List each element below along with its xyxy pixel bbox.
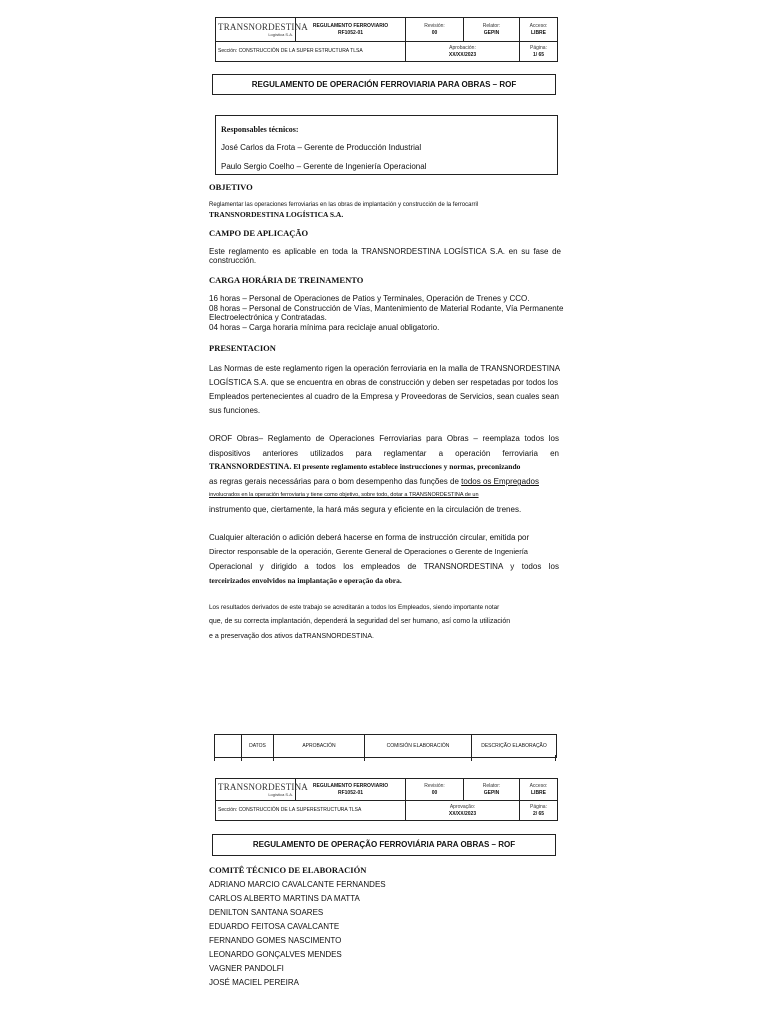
page-2-header (215, 778, 558, 821)
campo-text: Este reglamento es aplicable en toda la TRANSNORDESTINA LOGÍSTICA S.A. en su fase de construcción. (209, 247, 561, 265)
footer-col-descricao: DESCRIÇÃO ELABORAÇÃO (472, 735, 557, 758)
page-label: Página: (530, 44, 547, 51)
doc-code-2: RF1052-01 (337, 789, 363, 796)
pres-p2-line-4 (209, 477, 539, 486)
responsable-2: Paulo Sergio Coelho – Gerente de Ingeniería Operacional (221, 162, 427, 171)
access-value: LIBRE (531, 29, 546, 36)
comite-member: CARLOS ALBERTO MARTINS DA MATTA (209, 894, 360, 903)
pres-p2-line-3 (209, 462, 520, 471)
pres-p4-line-1: Los resultados derivados de este trabajo se acreditarán a todos los Empleados, siendo importante notar (209, 604, 500, 611)
comite-member: JOSÉ MACIEL PEREIRA (209, 978, 299, 987)
comite-member: EDUARDO FEITOSA CAVALCANTE (209, 922, 340, 931)
comite-member: DENILTON SANTANA SOARES (209, 908, 324, 917)
revision-label: Revisión: (424, 22, 445, 29)
page-2-title (212, 834, 556, 856)
pres-p1-line-3: Empleados pertenecientes al cuadro de la Empresa y Proveedoras de Servicios, sean cuales sean (209, 392, 559, 401)
pres-p2-line-4-underlined: todos os Empregados (461, 477, 539, 486)
company-logo (216, 18, 309, 42)
section-text: Sección: CONSTRUCCIÓN DE LA SUPER ESTRUCTURA TLSA (218, 48, 363, 54)
approval-cell (406, 42, 520, 62)
approval-cell-2 (406, 801, 520, 821)
pres-p2-line-3-bold: TRANSNORDESTINA. (209, 462, 292, 471)
comite-member: ADRIANO MARCIO CAVALCANTE FERNANDES (209, 880, 386, 889)
responsables-box (215, 115, 558, 175)
objetivo-heading: OBJETIVO (209, 182, 253, 192)
revision-cell-2 (406, 779, 464, 801)
pres-p3-line-1: Cualquier alteración o adición deberá hacerse en forma de instrucción circular, emitida por (209, 533, 530, 542)
revision-cell (406, 18, 464, 42)
comite-member: LEONARDO GONÇALVES MENDES (209, 950, 342, 959)
footer-table-continuation (214, 755, 556, 761)
approval-label-2: Aprovação: (449, 803, 476, 810)
pres-p3-line-2: Director responsable de la operación, Gerente General de Operaciones o Gerente de Ingeniería (209, 547, 528, 556)
revision-label-2: Revisión: (424, 782, 445, 789)
responsable-1: José Carlos da Frota – Gerente de Producción Industrial (221, 143, 422, 152)
pres-p4-line-3: e a preservação dos ativos daTRANSNORDESTINA. (209, 633, 374, 640)
section-cell-2 (216, 801, 406, 821)
comite-member: VAGNER PANDOLFI (209, 964, 284, 973)
pres-p4-line-2: que, de su correcta implantación, dependerá la seguridad del ser humano, así como la utilización (209, 618, 511, 625)
company-logo-2 (216, 779, 309, 801)
page-header (215, 17, 558, 62)
pres-p2-line-4-text: as regras gerais necessárias para o bom desempenho das funções de (209, 477, 462, 486)
pres-p1-line-2: LOGÍSTICA S.A. que se encuentra en obras de construcción y deben ser respetadas por todos los (209, 378, 559, 387)
logo-text-2: TRANSNORDESTINA (218, 781, 309, 792)
relator-label-2: Relator: (482, 782, 501, 789)
campo-heading: CAMPO DE APLICAÇÃO (209, 228, 309, 238)
responsables-title: Responsables técnicos: (221, 125, 299, 134)
access-cell (520, 18, 558, 42)
page-cell (520, 42, 558, 62)
carga-heading: CARGA HORÁRIA DE TREINAMENTO (209, 275, 364, 285)
comite-heading: COMITÊ TÉCNICO DE ELABORACIÓN (209, 865, 367, 875)
page-value-2: 2/ 65 (532, 810, 545, 817)
page-2-title-text: REGULAMENTO DE OPERAÇÃO FERROVIÁRIA PARA OBRAS – ROF (252, 840, 516, 849)
pres-p3-line-4: terceirizados envolvidos na implantação e operação da obra. (209, 576, 402, 585)
pres-p2-line-3-rest: El presente reglamento establece instrucciones y normas, preconizando (291, 462, 521, 471)
objetivo-text-bold: TRANSNORDESTINA LOGÍSTICA S.A. (209, 210, 344, 219)
relator-label: Relator: (482, 22, 501, 29)
footer-col-datos: DATOS (242, 735, 274, 758)
approval-label: Aprobación: (449, 44, 476, 51)
revision-value: 00 (431, 29, 438, 36)
page-cell-2 (520, 801, 558, 821)
page-value: 1/ 65 (532, 51, 545, 58)
relator-cell (464, 18, 520, 42)
page-title (212, 74, 556, 95)
pres-p2-line-1: OROF Obras– Reglamento de Operaciones Ferroviarias para Obras – reemplaza todos los (209, 434, 559, 443)
footer-col-comision: COMISIÓN ELABORACIÓN (365, 735, 472, 758)
revision-value-2: 00 (431, 789, 438, 796)
doc-title-2: REGULAMENTO FERROVIARIO (312, 782, 389, 789)
logo-text: TRANSNORDESTINA (218, 21, 309, 32)
page-label-2: Página: (530, 803, 547, 810)
relator-value-2: GEPIN (483, 789, 500, 796)
footer-col-aprobacion: APROBACIÓN (274, 735, 365, 758)
objetivo-text: Reglamentar las operaciones ferroviarias en las obras de implantación y construcción de la ferrocarril (209, 202, 479, 208)
carga-line-2: 08 horas – Personal de Construcción de Vías, Mantenimiento de Material Rodante, Vía Permanente Electroelectrónica y Contratadas. (209, 304, 564, 322)
presentacion-heading: PRESENTACION (209, 343, 276, 353)
pres-p2-line-6: instrumento que, ciertamente, la hará más segura y eficiente en la circulación de trenes. (209, 505, 522, 514)
logo-subtitle-2: Logística S.A. (268, 791, 293, 797)
carga-line-1: 16 horas – Personal de Operaciones de Patios y Terminales, Operación de Trenes y CCO. (209, 294, 530, 303)
doc-title: REGULAMENTO FERROVIARIO (312, 22, 389, 29)
approval-value-2: XX/XX/2023 (448, 810, 477, 817)
doc-title-cell-2 (296, 779, 406, 801)
doc-code: RF1052-01 (337, 29, 363, 36)
pres-p1-line-4: sus funciones. (209, 406, 261, 415)
approval-value: XX/XX/2023 (448, 51, 477, 58)
access-cell-2 (520, 779, 558, 801)
section-text-2: Sección: CONSTRUCCIÓN DE LA SUPERESTRUCTURA TLSA (218, 807, 362, 813)
carga-line-3: 04 horas – Carga horaria mínima para reciclaje anual obligatorio. (209, 323, 440, 332)
doc-title-cell (296, 18, 406, 42)
pres-p1-line-1: Las Normas de este reglamento rigen la operación ferroviaria en la malla de TRANSNORDESTINA (209, 364, 561, 373)
page-title-text: REGULAMENTO DE OPERACIÓN FERROVIARIA PARA OBRAS – ROF (251, 80, 517, 89)
relator-cell-2 (464, 779, 520, 801)
comite-member: FERNANDO GOMES NASCIMENTO (209, 936, 342, 945)
pres-p2-line-5: involucrados en la operación ferroviaria y tiene como objetivo, sobre todo, dotar a TRANSNORDESTINA de un (209, 492, 479, 498)
access-label: Acceso: (529, 22, 548, 29)
pres-p3-line-3: Operacional y dirigido a todos los empleados de TRANSNORDESTINA y todos los (209, 562, 559, 571)
pres-p2-line-2: dispositivos anteriores utilizados para reglamentar a operación ferroviaria en (209, 449, 559, 458)
logo-subtitle: Logística S.A. (268, 31, 293, 37)
access-label-2: Acceso: (529, 782, 548, 789)
access-value-2: LIBRE (531, 789, 546, 796)
relator-value: GEPIN (483, 29, 500, 36)
section-cell (216, 42, 406, 62)
